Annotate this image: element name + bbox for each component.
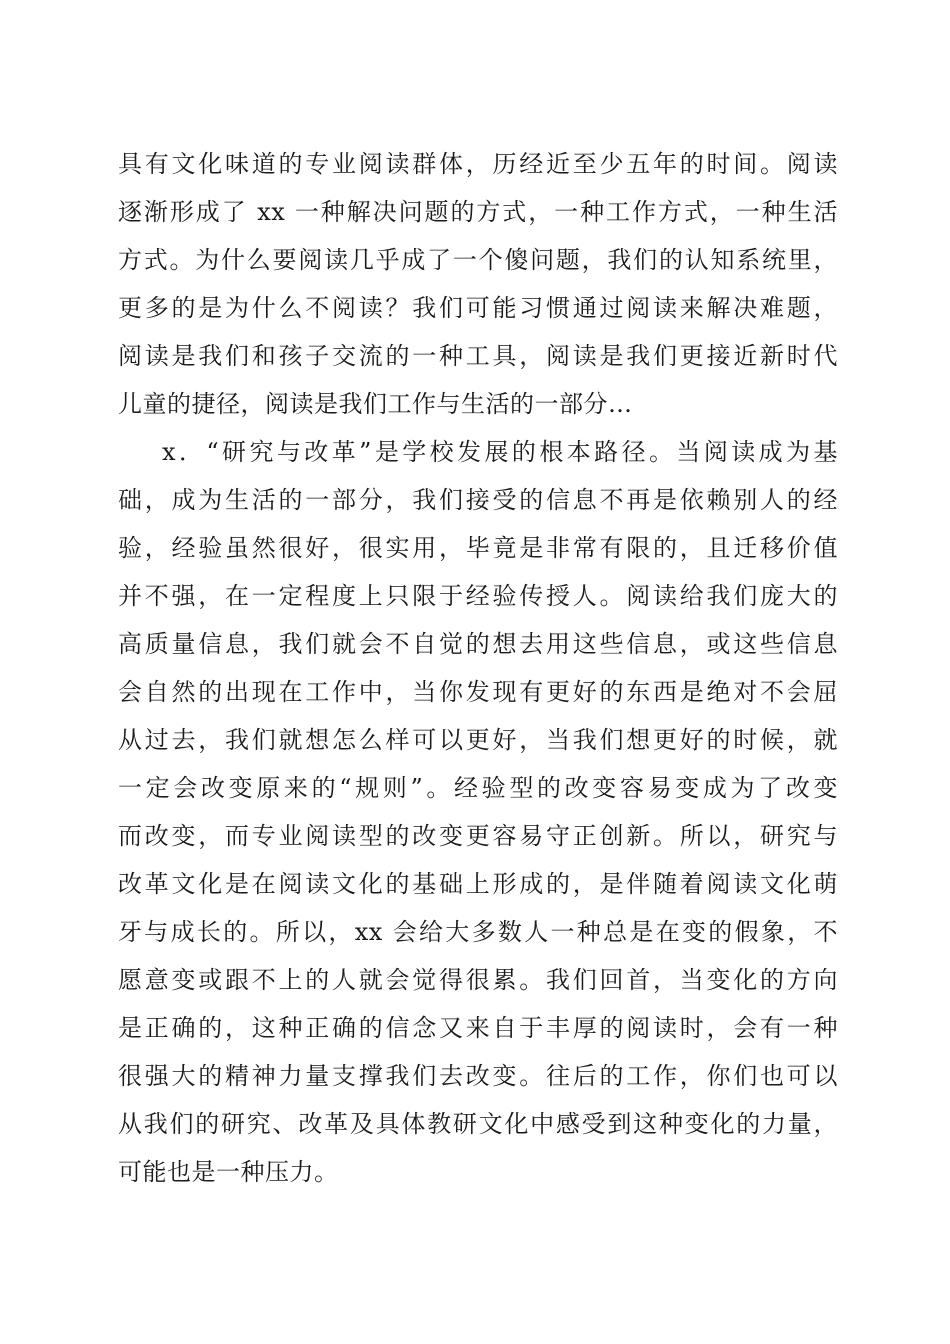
text-line: 而改变，而专业阅读型的改变更容易守正创新。所以，研究与 bbox=[118, 822, 838, 850]
text-line: 更多的是为什么不阅读？我们可能习惯通过阅读来解决难题， bbox=[118, 294, 838, 322]
paragraph-2 bbox=[118, 428, 838, 1196]
text-line: 改革文化是在阅读文化的基础上形成的，是伴随着阅读文化萌 bbox=[118, 870, 838, 898]
text-line: 具有文化味道的专业阅读群体，历经近至少五年的时间。阅读 bbox=[118, 150, 838, 178]
text-line: x．“研究与改革”是学校发展的根本路径。当阅读成为基 bbox=[162, 438, 838, 466]
text-line: 是正确的，这种正确的信念又来自于丰厚的阅读时，会有一种 bbox=[118, 1014, 838, 1042]
text-line: 阅读是我们和孩子交流的一种工具，阅读是我们更接近新时代 bbox=[118, 342, 838, 370]
paragraph-1 bbox=[118, 140, 838, 428]
text-line: 从我们的研究、改革及具体教研文化中感受到这种变化的力量， bbox=[118, 1110, 838, 1138]
text-line: 从过去，我们就想怎么样可以更好，当我们想更好的时候，就 bbox=[118, 726, 838, 754]
text-line: 可能也是一种压力。 bbox=[118, 1158, 339, 1186]
text-line: 很强大的精神力量支撑我们去改变。往后的工作，你们也可以 bbox=[118, 1062, 838, 1090]
text-line: 并不强，在一定程度上只限于经验传授人。阅读给我们庞大的 bbox=[118, 582, 838, 610]
text-line: 愿意变或跟不上的人就会觉得很累。我们回首，当变化的方向 bbox=[118, 966, 838, 994]
text-line: 方式。为什么要阅读几乎成了一个傻问题，我们的认知系统里， bbox=[118, 246, 838, 274]
text-line: 一定会改变原来的“规则”。经验型的改变容易变成为了改变 bbox=[118, 774, 838, 802]
text-line: 高质量信息，我们就会不自觉的想去用这些信息，或这些信息 bbox=[118, 630, 838, 658]
text-line: 牙与成长的。所以，xx 会给大多数人一种总是在变的假象，不 bbox=[118, 918, 838, 946]
text-line: 验，经验虽然很好，很实用，毕竟是非常有限的，且迁移价值 bbox=[118, 534, 838, 562]
text-line: 儿童的捷径，阅读是我们工作与生活的一部分… bbox=[118, 390, 633, 418]
document-body bbox=[118, 140, 838, 1196]
text-line: 会自然的出现在工作中，当你发现有更好的东西是绝对不会屈 bbox=[118, 678, 838, 706]
text-line: 逐渐形成了 xx 一种解决问题的方式，一种工作方式，一种生活 bbox=[118, 198, 838, 226]
text-line: 础，成为生活的一部分，我们接受的信息不再是依赖别人的经 bbox=[118, 486, 838, 514]
